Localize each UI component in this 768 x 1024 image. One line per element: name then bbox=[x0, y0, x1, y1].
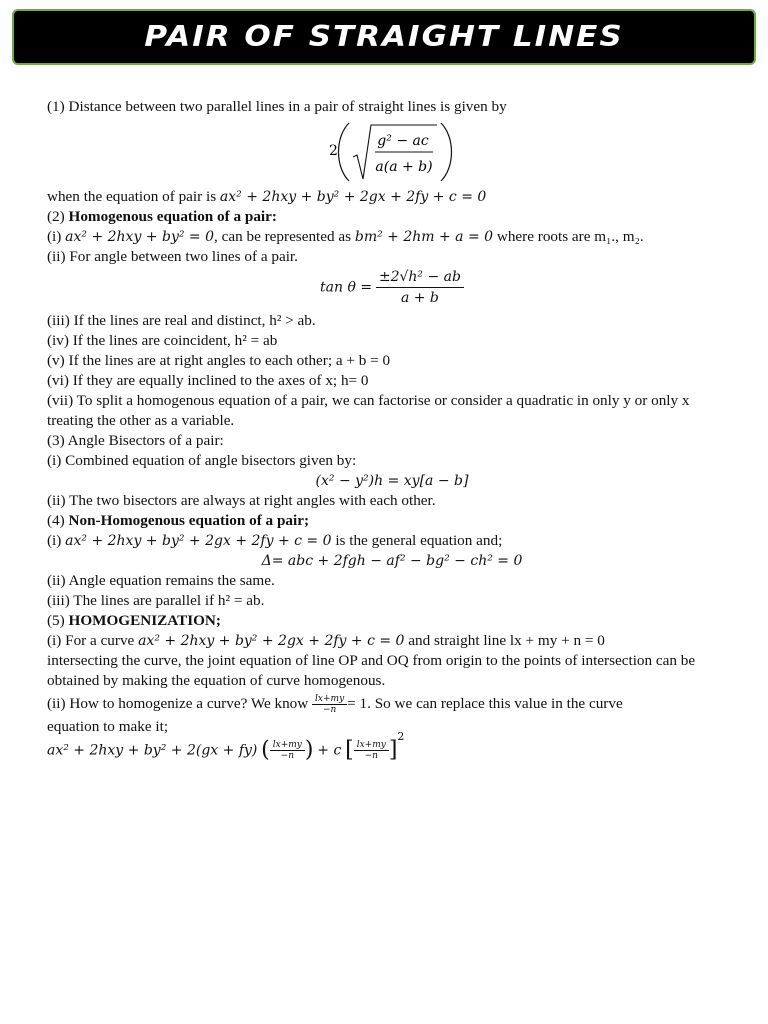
text-line: (i) ax² + 2hxy + by² = 0, can be represented as bm² + 2hm + a = 0 where roots are m₁., m₂. bbox=[47, 228, 644, 245]
distance-formula-graphic bbox=[327, 117, 497, 187]
text-line: (iv) If the lines are coincident, h² = ab bbox=[47, 332, 278, 349]
tan-lhs: tan θ = bbox=[320, 279, 373, 296]
title-banner bbox=[12, 9, 756, 65]
text-line: (ii) Angle equation remains the same. bbox=[47, 572, 275, 589]
formula-denominator: a(a + b) bbox=[375, 159, 433, 175]
inline-fraction: $\frac{lx+my}{-n}$ bbox=[354, 740, 389, 761]
text-line: (iii) If the lines are real and distinct, h² > ab. bbox=[47, 312, 316, 329]
tan-numerator: ±2√h² − ab bbox=[376, 267, 464, 288]
right-paren bbox=[441, 123, 452, 181]
text-line: (i) For a curve ax² + 2hxy + by² + 2gx + 2fy + c = 0 and straight line lx + my + n = 0 bbox=[47, 632, 605, 649]
left-paren bbox=[339, 123, 350, 181]
section-title: HOMOGENIZATION; bbox=[68, 612, 221, 629]
exponent: 2 bbox=[397, 730, 405, 743]
right-paren: ) bbox=[304, 737, 314, 763]
text-line: (vi) If they are equally inclined to the axes of x; h= 0 bbox=[47, 372, 369, 389]
delta-formula: Δ= abc + 2fgh − af² − bg² − ch² = 0 bbox=[261, 553, 523, 569]
text-line: (iii) The lines are parallel if h² = ab. bbox=[47, 592, 265, 609]
inline-fraction: $\frac{lx+my}{-n}$ bbox=[312, 694, 347, 715]
text-line: (i) ax² + 2hxy + by² + 2gx + 2fy + c = 0 is the general equation and; bbox=[47, 532, 503, 549]
math-expression: + c bbox=[317, 742, 342, 759]
formula-coefficient: 2 bbox=[329, 143, 338, 159]
text-line: equation to make it; bbox=[47, 718, 169, 735]
tan-denominator: a + b bbox=[400, 290, 439, 306]
left-paren: ( bbox=[261, 737, 270, 763]
section-heading: (3) Angle Bisectors of a pair: bbox=[47, 432, 224, 449]
left-bracket: [ bbox=[345, 737, 354, 763]
inline-fraction: $\frac{lx+my}{-n}$ bbox=[270, 740, 305, 761]
math-expression: bm² + 2hm + a = 0 bbox=[354, 229, 494, 245]
section-heading: (2) Homogenous equation of a pair: bbox=[47, 208, 277, 225]
math-expression: ax² + 2hxy + by² + 2gx + 2fy + c = 0 bbox=[219, 189, 487, 205]
section-title: Homogenous equation of a pair: bbox=[68, 208, 277, 225]
text-line: (v) If the lines are at right angles to each other; a + b = 0 bbox=[47, 352, 391, 369]
math-expression: ax² + 2hxy + by² + 2gx + 2fy + c = 0 bbox=[138, 633, 405, 649]
text-line: (ii) How to homogenize a curve? We know $\frac{lx+my}{-n}$ = 1. So we can replace this value in the curve bbox=[47, 694, 623, 716]
math-expression: ax² + 2hxy + by² + 2(gx + fy) bbox=[47, 742, 258, 759]
math-expression: ax² + 2hxy + by² + 2gx + 2fy + c = 0 bbox=[65, 533, 332, 549]
text-line: (ii) The two bisectors are always at right angles with each other. bbox=[47, 492, 436, 509]
section-heading: (4) Non-Homogenous equation of a pair; bbox=[47, 512, 310, 529]
math-expression: ax² + 2hxy + by² = 0 bbox=[65, 229, 215, 245]
text-line: when the equation of pair is ax² + 2hxy + by² + 2gx + 2fy + c = 0 bbox=[47, 188, 487, 205]
formula-numerator: g² − ac bbox=[377, 133, 429, 149]
text-line: (i) Combined equation of angle bisectors given by: bbox=[47, 452, 357, 469]
tan-fraction bbox=[376, 267, 464, 308]
text-line: (ii) For angle between two lines of a pair. bbox=[47, 248, 298, 265]
section-title: Non-Homogenous equation of a pair; bbox=[68, 512, 310, 529]
text-paragraph: (vii) To split a homogenous equation of a pair, we can factorise or consider a quadratic in only y or only x treating the other as a variable. bbox=[47, 392, 690, 429]
text-paragraph: intersecting the curve, the joint equation of line OP and OQ from origin to the points of intersection can be obtained by making the equation of curve homogenous. bbox=[47, 652, 696, 689]
distance-formula bbox=[47, 117, 737, 187]
section-heading: (5) HOMOGENIZATION; bbox=[47, 612, 221, 629]
homogenized-formula bbox=[47, 730, 737, 777]
right-bracket: ] bbox=[388, 737, 398, 763]
tan-formula bbox=[47, 267, 737, 311]
page-title: PAIR OF STRAIGHT LINES bbox=[144, 20, 624, 54]
document-body bbox=[47, 97, 737, 777]
text-line: (1) Distance between two parallel lines in a pair of straight lines is given by bbox=[47, 98, 507, 115]
bisector-formula: (x² − y²)h = xy[a − b] bbox=[315, 473, 469, 489]
